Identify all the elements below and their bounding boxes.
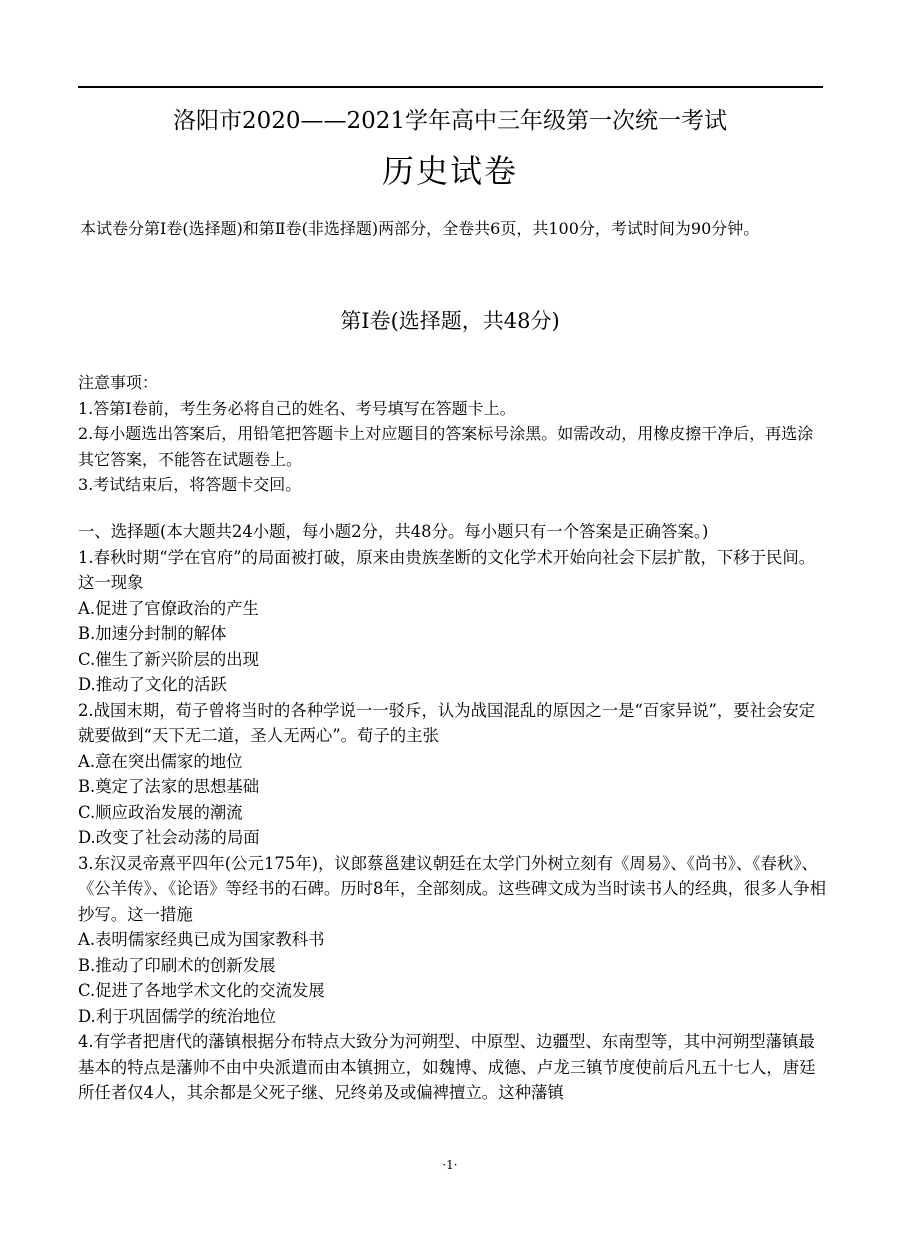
subject-title: 历史试卷 (381, 152, 518, 190)
question-block (78, 519, 826, 1106)
notice-block (78, 370, 823, 498)
page-number: ·1· (442, 1158, 458, 1172)
question-stem: 3.东汉灵帝熹平四年(公元175年)，议郎蔡邕建议朝廷在太学门外树立刻有《周易》、《尚书》、《春秋》、《公羊传》、《论语》等经书的石碑。历时8年，全部刻成。这些碑文成为当时读书人的经典，很多人争相抄写。这一措施 (78, 853, 826, 924)
option: C.顺应政治发展的潮流 (78, 802, 243, 822)
option: B.推动了印刷术的创新发展 (78, 955, 276, 975)
notice-item: 1.答第Ⅰ卷前，考生务必将自己的姓名、考号填写在答题卡上。 (78, 398, 516, 418)
option: C.促进了各地学术文化的交流发展 (78, 981, 325, 1000)
exam-title: 洛阳市2020——2021学年高中三年级第一次统一考试 (172, 108, 728, 134)
section-heading: 第Ⅰ卷(选择题，共48分) (340, 309, 560, 333)
option: D.改变了社会动荡的局面 (78, 828, 260, 847)
exam-intro: 本试卷分第Ⅰ卷(选择题)和第Ⅱ卷(非选择题)两部分，全卷共6页，共100分，考试时间为90分钟。 (80, 219, 760, 238)
option: B.加速分封制的解体 (78, 624, 227, 643)
part-heading: 一、选择题(本大题共24小题，每小题2分，共48分。每小题只有一个答案是正确答案。) (78, 522, 709, 541)
top-rule (78, 86, 823, 88)
option: A.意在突出儒家的地位 (78, 751, 243, 771)
option: C.催生了新兴阶层的出现 (78, 649, 260, 669)
question-stem: 4.有学者把唐代的藩镇根据分布特点大致分为河朔型、中原型、边疆型、东南型等，其中河朔型藩镇最基本的特点是藩帅不由中央派遣而由本镇拥立，如魏博、成德、卢龙三镇节度使前后凡五十七人，唐廷所任者仅4人，其余都是父死子继、兄终弟及或偏裨擅立。这种藩镇 (78, 1032, 816, 1102)
option: A.表明儒家经典已成为国家教科书 (78, 930, 325, 949)
notice-item: 3.考试结束后，将答题卡交回。 (78, 475, 302, 494)
notice-title: 注意事项： (78, 373, 159, 392)
option: A.促进了官僚政治的产生 (78, 598, 259, 618)
notice-item: 2.每小题选出答案后，用铅笔把答题卡上对应题目的答案标号涂黑。如需改动，用橡皮擦干净后，再选涂其它答案，不能答在试题卷上。 (78, 424, 814, 469)
question-stem: 1.春秋时期“学在官府”的局面被打破，原来由贵族垄断的文化学术开始向社会下层扩散，下移于民间。这一现象 (78, 547, 816, 592)
option: D.利于巩固儒学的统治地位 (78, 1006, 277, 1026)
option: B.奠定了法家的思想基础 (78, 777, 260, 796)
question-stem: 2.战国末期，荀子曾将当时的各种学说一一驳斥，认为战国混乱的原因之一是“百家异说”，要社会安定就要做到“天下无二道，圣人无两心”。荀子的主张 (78, 700, 816, 745)
option: D.推动了文化的活跃 (78, 675, 227, 694)
